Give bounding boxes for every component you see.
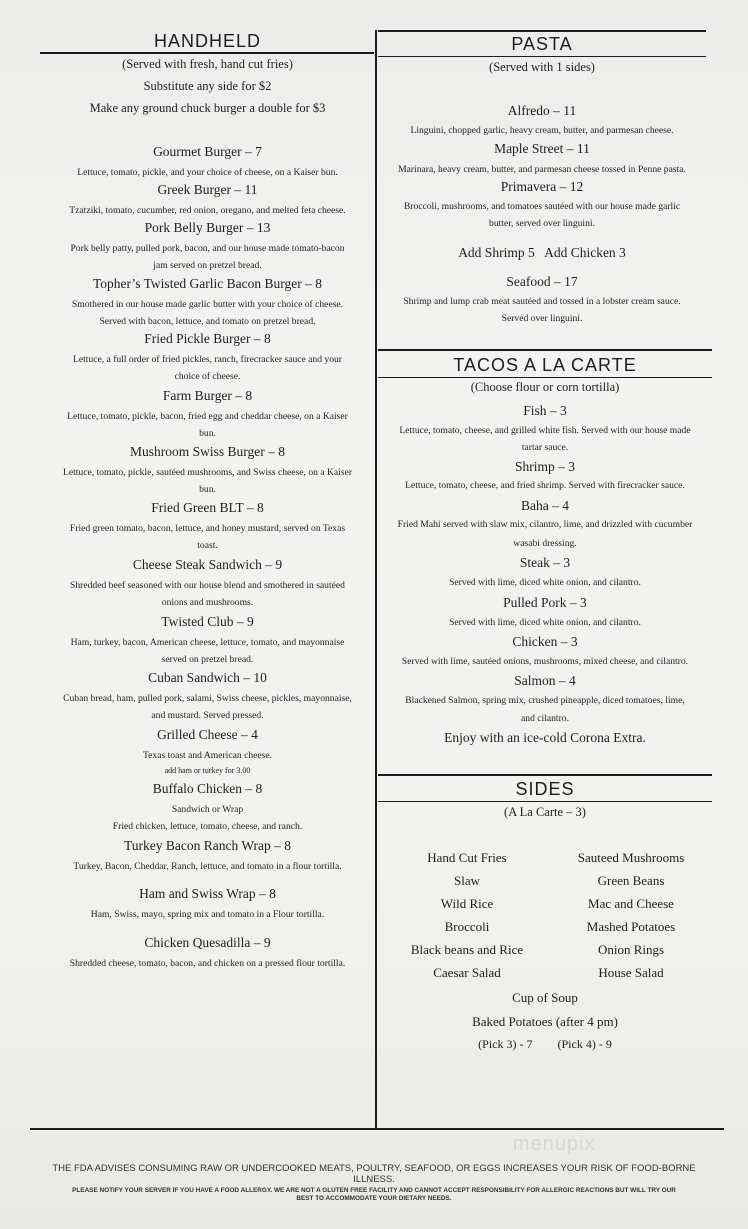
menu-item-name: Chicken – 3: [512, 634, 578, 649]
side-item: Mashed Potatoes: [586, 919, 676, 934]
allergy-notice-line2: BEST TO ACCOMMODATE YOUR DIETARY NEEDS.: [296, 1195, 452, 1202]
tacos-subtitle: (Choose flour or corn tortilla): [470, 380, 620, 394]
side-item: Green Beans: [597, 873, 665, 888]
pasta-title: PASTA: [511, 34, 573, 54]
menu-item-name: Ham and Swiss Wrap – 8: [139, 886, 276, 901]
menu-item-name: Fish – 3: [523, 403, 567, 418]
sides-subtitle: (A La Carte – 3): [504, 805, 586, 819]
menu-item-name: Shrimp – 3: [514, 459, 575, 474]
menu-item-desc: Broccoli, mushrooms, and tomatoes sautéed with our house made garlic: [403, 201, 681, 212]
menu-item-name: Fried Pickle Burger – 8: [144, 331, 271, 346]
tacos-footer: Enjoy with an ice-cold Corona Extra.: [444, 730, 646, 745]
menu-item-desc: Linguini, chopped garlic, heavy cream, butter, and parmesan cheese.: [410, 125, 674, 136]
menu-item-desc: butter, served over linguini.: [489, 218, 595, 229]
menu-item-desc: Blackened Salmon, spring mix, crushed pineapple, diced tomatoes, lime,: [405, 695, 685, 706]
menu-item-desc: Served with lime, diced white onion, and cilantro.: [449, 577, 641, 588]
side-item: Broccoli: [444, 919, 490, 934]
fda-advisory-line2: ILLNESS.: [353, 1174, 395, 1185]
tacos-title: TACOS A LA CARTE: [453, 355, 637, 375]
side-item: Mac and Cheese: [588, 896, 674, 911]
menu-item-name: Buffalo Chicken – 8: [152, 781, 263, 796]
menu-item-desc: served on pretzel bread.: [161, 654, 254, 665]
menu-item-name: Alfredo – 11: [507, 103, 577, 118]
menu-item-desc: Smothered in our house made garlic butter with your choice of cheese.: [71, 299, 344, 310]
bottom-rule: [30, 1128, 724, 1130]
menu-item-name: Pulled Pork – 3: [503, 595, 587, 610]
menu-item-name: Fried Green BLT – 8: [151, 500, 264, 515]
menu-item-name: Primavera – 12: [500, 179, 584, 194]
menu-item-desc: Lettuce, tomato, pickle, sautéed mushrooms, and Swiss cheese, on a Kaiser: [62, 467, 353, 478]
pick3-price: (Pick 3) - 7: [478, 1037, 533, 1051]
menu-item-name: Topher’s Twisted Garlic Bacon Burger – 8: [92, 276, 323, 291]
menu-item-name: Chicken Quesadilla – 9: [144, 935, 271, 950]
menu-item-desc: Served with bacon, lettuce, and tomato on pretzel bread.: [99, 316, 316, 327]
menu-item-desc: bun.: [199, 484, 216, 495]
side-item: Black beans and Rice: [410, 942, 524, 957]
menu-item-desc: onions and mushrooms.: [161, 597, 254, 608]
menu-item-name: Seafood – 17: [506, 274, 578, 289]
menu-item-desc: Cuban bread, ham, pulled pork, salami, Swiss cheese, pickles, mayonnaise,: [63, 693, 352, 704]
side-item: House Salad: [598, 965, 664, 980]
watermark-logo: menupix: [513, 1133, 596, 1155]
menu-item-desc: jam served on pretzel bread.: [153, 260, 262, 271]
menu-item-name: Maple Street – 11: [494, 141, 590, 156]
menu-item-desc: toast.: [197, 540, 218, 551]
menu-item-name: Steak – 3: [519, 555, 571, 570]
menu-item-desc: and mustard. Served pressed.: [151, 710, 264, 721]
menu-item-name: Pork Belly Burger – 13: [144, 220, 271, 235]
menu-item-name: Salmon – 4: [514, 673, 576, 688]
menu-item-name: Grilled Cheese – 4: [157, 727, 258, 742]
center-divider: [375, 30, 377, 1128]
allergy-notice: [30, 1187, 718, 1203]
side-baked-potatoes: Baked Potatoes (after 4 pm): [472, 1014, 618, 1029]
menu-item-desc: Served with lime, sautéed onions, mushrooms, mixed cheese, and cilantro.: [401, 656, 689, 667]
menu-item-desc: Fried Mahi served with slaw mix, cilantro, lime, and drizzled with cucumber: [397, 519, 693, 530]
menu-item-desc: Shredded cheese, tomato, bacon, and chicken on a pressed flour tortilla.: [69, 958, 346, 969]
menu-item-desc: Served over linguini.: [501, 313, 583, 324]
menu-item-desc: tartar sauce.: [521, 442, 569, 453]
menu-item-desc: Pork belly patty, pulled pork, bacon, and our house made tomato-bacon: [70, 243, 345, 254]
menu-item-name: Twisted Club – 9: [161, 614, 254, 629]
menu-item-desc: Marinara, heavy cream, butter, and parmesan cheese tossed in Penne pasta.: [398, 164, 686, 175]
menu-item-name: Turkey Bacon Ranch Wrap – 8: [123, 838, 292, 853]
fda-advisory-line1: THE FDA ADVISES CONSUMING RAW OR UNDERCOOKED MEATS, POULTRY, SEAFOOD, OR EGGS INCREASES YOUR RISK OF FOOD-BORNE: [52, 1163, 696, 1174]
pick4-price: (Pick 4) - 9: [557, 1037, 612, 1051]
menu-item-desc: Lettuce, tomato, pickle, and your choice of cheese, on a Kaiser bun.: [77, 167, 338, 178]
menu-item-desc: Lettuce, tomato, cheese, and fried shrimp. Served with firecracker sauce.: [405, 480, 685, 491]
side-item: Wild Rice: [440, 896, 494, 911]
side-item: Hand Cut Fries: [427, 850, 507, 865]
menu-item-name: Farm Burger – 8: [162, 388, 253, 403]
sides-title: SIDES: [515, 779, 575, 799]
menu-item-desc: bun.: [199, 428, 216, 439]
menu-item-desc: Tzatziki, tomato, cucumber, red onion, oregano, and melted feta cheese.: [69, 205, 346, 216]
menu-item-name: Baha – 4: [521, 498, 569, 513]
menu-item-desc: Shredded beef seasoned with our house blend and smothered in sautéed: [70, 580, 345, 591]
menu-item-desc: and cilantro.: [521, 713, 569, 724]
handheld-title: HANDHELD: [153, 31, 262, 51]
menu-item-name: Greek Burger – 11: [157, 182, 258, 197]
sides-column: [378, 0, 712, 1128]
side-item: Caesar Salad: [433, 965, 501, 980]
side-soup: Cup of Soup: [512, 990, 578, 1005]
sides-left-list: [378, 850, 556, 988]
menu-item-name: Cheese Steak Sandwich – 9: [132, 557, 283, 572]
menu-item-desc: wasabi dressing.: [513, 538, 577, 549]
menu-item-desc: Shrimp and lump crab meat sautéed and tossed in a lobster cream sauce.: [403, 296, 681, 307]
menu-item-desc: Fried chicken, lettuce, tomato, cheese, and ranch.: [112, 821, 303, 832]
menu-item-desc: Fried green tomato, bacon, lettuce, and honey mustard, served on Texas: [69, 523, 346, 534]
handheld-note-double: Make any ground chuck burger a double for $3: [89, 101, 326, 115]
pasta-addons: Add Shrimp 5 Add Chicken 3: [458, 245, 626, 260]
menu-item-addon: add ham or turkey for 3.00: [164, 766, 251, 775]
menu-item-name: Cuban Sandwich – 10: [148, 670, 267, 685]
menu-item-desc: Served with lime, diced white onion, and cilantro.: [449, 617, 641, 628]
pasta-subtitle: (Served with 1 sides): [489, 60, 595, 74]
fda-advisory: [30, 1163, 718, 1185]
side-item: Sauteed Mushrooms: [577, 850, 685, 865]
side-item: Slaw: [454, 873, 480, 888]
handheld-note-substitute: Substitute any side for $2: [143, 79, 272, 93]
menu-item-name: Gourmet Burger – 7: [153, 144, 262, 159]
menu-item-desc: Ham, Swiss, mayo, spring mix and tomato in a Flour tortilla.: [90, 909, 325, 920]
menu-item-desc: Ham, turkey, bacon, American cheese, lettuce, tomato, and mayonnaise: [70, 637, 345, 648]
handheld-subtitle: (Served with fresh, hand cut fries): [122, 57, 293, 71]
handheld-column: [40, 0, 375, 1128]
menu-item-desc: Sandwich or Wrap: [171, 804, 244, 815]
allergy-notice-line1: PLEASE NOTIFY YOUR SERVER IF YOU HAVE A FOOD ALLERGY. WE ARE NOT A GLUTEN FREE FACILITY AND CANNOT ACCEPT RESPONSIBILITY FOR ALLERGIC REACTIONS BUT WILL TRY OUR: [72, 1187, 676, 1194]
menu-item-desc: Lettuce, tomato, pickle, bacon, fried egg and cheddar cheese, on a Kaiser: [67, 411, 348, 422]
pick-prices: [378, 1037, 712, 1052]
menu-item-desc: Texas toast and American cheese.: [142, 750, 273, 761]
menu-item-name: Mushroom Swiss Burger – 8: [129, 444, 285, 459]
menu-item-desc: Lettuce, tomato, cheese, and grilled white fish. Served with our house made: [399, 425, 691, 436]
sides-right-list: [556, 850, 706, 988]
menu-item-desc: Lettuce, a full order of fried pickles, ranch, firecracker sauce and your: [72, 354, 343, 365]
menu-item-desc: Turkey, Bacon, Cheddar, Ranch, lettuce, and tomato in a flour tortilla.: [73, 861, 342, 872]
side-item: Onion Rings: [597, 942, 665, 957]
menu-item-desc: choice of cheese.: [174, 371, 241, 382]
